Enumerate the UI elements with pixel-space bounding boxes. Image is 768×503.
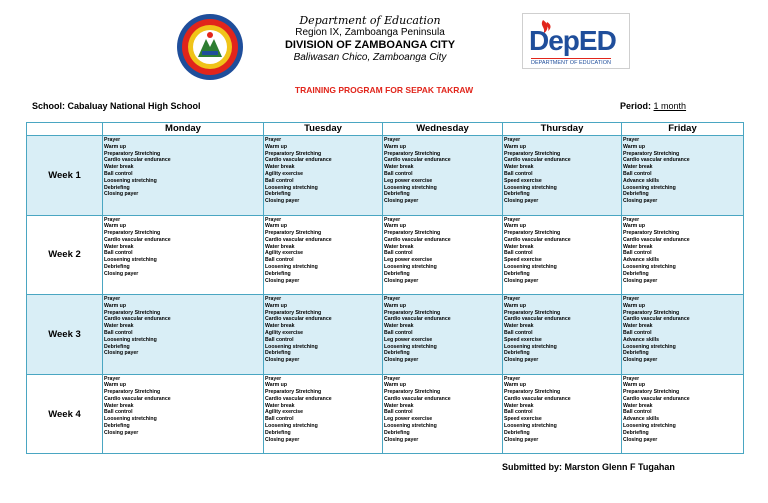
activity-item: Warm up: [104, 302, 126, 309]
activity-item: Debriefing: [384, 429, 410, 436]
activity-item: Closing payer: [104, 429, 139, 436]
activity-item: Prayer: [104, 375, 121, 382]
activity-item: Cardio vascular endurance: [623, 316, 690, 323]
activity-item: Preparatory Stretching: [384, 389, 441, 396]
activity-item: Cardio vascular endurance: [384, 236, 451, 243]
activity-item: Warm up: [504, 302, 526, 309]
activity-item: Speed exercise: [504, 177, 542, 184]
activity-item: Cardio vascular endurance: [384, 157, 451, 164]
activity-item: Water break: [104, 323, 134, 330]
activity-item: Prayer: [104, 296, 121, 302]
activity-cell: [383, 295, 503, 374]
activity-item: Closing payer: [504, 357, 539, 364]
activity-item: Ball control: [504, 250, 533, 257]
activity-item: Loosening stretching: [104, 416, 157, 423]
activity-item: Cardio vascular endurance: [104, 316, 171, 323]
week-label: Week 3: [27, 295, 103, 374]
activity-item: Prayer: [504, 137, 521, 143]
activity-item: Closing payer: [623, 357, 658, 364]
activity-item: Prayer: [504, 375, 521, 382]
activity-item: Advance skills: [623, 336, 660, 343]
activity-item: Water break: [104, 243, 134, 250]
table-row: [27, 375, 743, 455]
activity-item: Preparatory Stretching: [384, 309, 441, 316]
activity-cell: [622, 216, 743, 295]
activity-item: Preparatory Stretching: [384, 230, 441, 237]
activity-item: Debriefing: [504, 350, 530, 357]
activity-item: Closing payer: [504, 277, 539, 284]
activity-item: Speed exercise: [504, 416, 542, 423]
activity-item: Debriefing: [265, 350, 291, 357]
activity-item: Preparatory Stretching: [265, 150, 322, 157]
activity-item: Cardio vascular endurance: [384, 316, 451, 323]
activity-item: Loosening stretching: [504, 343, 557, 350]
activity-item: Debriefing: [623, 270, 649, 277]
activity-cell: [103, 375, 264, 455]
activity-item: Prayer: [104, 137, 121, 143]
activity-item: Leg power exercise: [384, 257, 433, 264]
activity-item: Prayer: [623, 375, 640, 382]
activity-item: Loosening stretching: [265, 343, 318, 350]
activity-item: Prayer: [504, 216, 521, 223]
activity-item: Closing payer: [384, 198, 419, 205]
activity-item: Loosening stretching: [104, 336, 157, 343]
activity-item: Debriefing: [623, 191, 649, 198]
day-header-thursday: Thursday: [503, 123, 622, 135]
activity-item: Loosening stretching: [384, 264, 437, 271]
region-name: Region IX, Zamboanga Peninsula: [295, 27, 445, 38]
activity-cell: [103, 136, 264, 215]
activity-item: Water break: [384, 164, 414, 171]
activity-item: Prayer: [265, 375, 282, 382]
activity-item: Water break: [384, 323, 414, 330]
activity-item: Preparatory Stretching: [504, 150, 561, 157]
activity-item: Loosening stretching: [623, 184, 676, 191]
activity-cell: [503, 375, 622, 455]
activity-item: Loosening stretching: [384, 423, 437, 430]
activity-item: Closing payer: [265, 436, 300, 443]
activity-item: Loosening stretching: [104, 177, 157, 184]
activity-item: Ball control: [104, 329, 133, 336]
activity-item: Agility exercise: [265, 170, 304, 177]
activity-item: Water break: [265, 402, 295, 409]
activity-item: Warm up: [384, 143, 406, 150]
deped-caption: DEPARTMENT OF EDUCATION: [531, 60, 611, 66]
activity-item: Preparatory Stretching: [504, 309, 561, 316]
activity-item: Preparatory Stretching: [623, 150, 680, 157]
activity-item: Water break: [384, 402, 414, 409]
activity-cell: [503, 295, 622, 374]
activity-item: Debriefing: [623, 350, 649, 357]
activity-cell: [503, 216, 622, 295]
activity-cell: [264, 295, 383, 374]
activity-item: Loosening stretching: [504, 423, 557, 430]
activity-item: Ball control: [265, 336, 294, 343]
activity-item: Preparatory Stretching: [104, 150, 161, 157]
activity-item: Loosening stretching: [623, 343, 676, 350]
activity-item: Agility exercise: [265, 329, 304, 336]
activity-item: Water break: [504, 323, 534, 330]
activity-item: Preparatory Stretching: [104, 389, 161, 396]
activity-item: Ball control: [623, 329, 652, 336]
activity-item: Preparatory Stretching: [504, 389, 561, 396]
activity-cell: [383, 375, 503, 455]
activity-item: Loosening stretching: [384, 184, 437, 191]
activity-item: Warm up: [384, 382, 406, 389]
activity-item: Ball control: [384, 409, 413, 416]
activity-item: Debriefing: [384, 270, 410, 277]
schedule-table: [26, 122, 744, 454]
period-label: Period:: [620, 101, 652, 111]
activity-item: Closing payer: [104, 191, 139, 198]
activity-cell: [264, 216, 383, 295]
activity-item: Water break: [623, 402, 653, 409]
activity-item: Debriefing: [384, 191, 410, 198]
activity-item: Cardio vascular endurance: [504, 236, 571, 243]
activity-item: Ball control: [623, 409, 652, 416]
activity-item: Closing payer: [384, 277, 419, 284]
activity-item: Closing payer: [265, 357, 300, 364]
activity-item: Preparatory Stretching: [384, 150, 441, 157]
activity-item: Closing payer: [104, 270, 139, 277]
activity-item: Speed exercise: [504, 336, 542, 343]
activity-item: Debriefing: [623, 429, 649, 436]
activity-item: Warm up: [504, 143, 526, 150]
activity-item: Ball control: [265, 416, 294, 423]
activity-item: Closing payer: [623, 436, 658, 443]
activity-item: Water break: [504, 402, 534, 409]
activity-item: Water break: [384, 243, 414, 250]
deped-seal-icon: [176, 13, 244, 81]
activity-item: Closing payer: [504, 198, 539, 205]
deped-logo: [522, 13, 630, 69]
activity-item: Water break: [265, 323, 295, 330]
activity-item: Warm up: [623, 302, 645, 309]
activity-item: Loosening stretching: [384, 343, 437, 350]
activity-item: Ball control: [504, 409, 533, 416]
activity-item: Cardio vascular endurance: [104, 157, 171, 164]
activity-item: Preparatory Stretching: [504, 230, 561, 237]
activity-item: Warm up: [504, 382, 526, 389]
day-header-tuesday: Tuesday: [264, 123, 383, 135]
period: [620, 101, 686, 111]
activity-item: Water break: [265, 243, 295, 250]
activity-item: Prayer: [265, 137, 282, 143]
activity-item: Ball control: [104, 170, 133, 177]
activity-item: Closing payer: [623, 198, 658, 205]
activity-item: Debriefing: [265, 191, 291, 198]
activity-item: Preparatory Stretching: [104, 309, 161, 316]
activity-item: Closing payer: [265, 277, 300, 284]
activity-cell: [383, 136, 503, 215]
activity-item: Warm up: [384, 223, 406, 230]
activity-item: Warm up: [265, 223, 287, 230]
activity-item: Speed exercise: [504, 257, 542, 264]
header-block: [250, 14, 490, 64]
activity-item: Cardio vascular endurance: [384, 395, 451, 402]
activity-item: Preparatory Stretching: [623, 230, 680, 237]
submitted-by: Submitted by: Marston Glenn F Tugahan: [502, 462, 675, 472]
activity-cell: [622, 136, 743, 215]
activity-item: Loosening stretching: [265, 264, 318, 271]
activity-item: Advance skills: [623, 177, 660, 184]
activity-cell: [103, 216, 264, 295]
activity-item: Cardio vascular endurance: [265, 157, 332, 164]
table-row: [27, 295, 743, 375]
activity-item: Prayer: [384, 375, 401, 382]
week-label: Week 2: [27, 216, 103, 295]
activity-item: Preparatory Stretching: [265, 389, 322, 396]
activity-item: Water break: [623, 323, 653, 330]
activity-item: Ball control: [104, 409, 133, 416]
activity-item: Leg power exercise: [384, 336, 433, 343]
activity-item: Ball control: [265, 177, 294, 184]
activity-item: Cardio vascular endurance: [104, 395, 171, 402]
activity-item: Cardio vascular endurance: [504, 157, 571, 164]
activity-item: Loosening stretching: [265, 423, 318, 430]
activity-item: Cardio vascular endurance: [265, 395, 332, 402]
activity-item: Closing payer: [265, 198, 300, 205]
activity-item: Loosening stretching: [104, 257, 157, 264]
activity-item: Warm up: [623, 223, 645, 230]
activity-item: Preparatory Stretching: [623, 389, 680, 396]
day-header-wednesday: Wednesday: [383, 123, 503, 135]
activity-cell: [622, 375, 743, 455]
activity-item: Closing payer: [623, 277, 658, 284]
activity-item: Debriefing: [104, 343, 130, 350]
activity-item: Water break: [104, 164, 134, 171]
activity-item: Prayer: [384, 137, 401, 143]
activity-item: Warm up: [104, 223, 126, 230]
activity-item: Cardio vascular endurance: [104, 236, 171, 243]
week-label: Week 1: [27, 136, 103, 215]
activity-item: Debriefing: [265, 429, 291, 436]
activity-item: Loosening stretching: [623, 423, 676, 430]
activity-cell: [103, 295, 264, 374]
activity-cell: [503, 136, 622, 215]
division-address: Baliwasan Chico, Zamboanga City: [293, 52, 447, 63]
activity-item: Preparatory Stretching: [104, 230, 161, 237]
activity-item: Debriefing: [504, 429, 530, 436]
activity-item: Water break: [265, 164, 295, 171]
activity-cell: [622, 295, 743, 374]
activity-item: Closing payer: [384, 357, 419, 364]
activity-item: Ball control: [623, 170, 652, 177]
day-header-friday: Friday: [668, 123, 697, 134]
activity-item: Debriefing: [104, 184, 130, 191]
activity-item: Warm up: [623, 143, 645, 150]
table-row: [27, 216, 743, 296]
activity-item: Cardio vascular endurance: [623, 395, 690, 402]
program-title: TRAINING PROGRAM FOR SEPAK TAKRAW: [294, 85, 474, 95]
activity-item: Debriefing: [104, 264, 130, 271]
activity-item: Prayer: [504, 296, 521, 302]
table-row: [27, 136, 743, 216]
activity-item: Water break: [504, 243, 534, 250]
day-header-monday: Monday: [103, 123, 264, 135]
activity-item: Warm up: [265, 143, 287, 150]
activity-cell: [264, 375, 383, 455]
activity-item: Prayer: [384, 296, 401, 302]
activity-item: Advance skills: [623, 416, 660, 423]
activity-item: Agility exercise: [265, 409, 304, 416]
activity-item: Loosening stretching: [623, 264, 676, 271]
activity-item: Ball control: [104, 250, 133, 257]
period-value: 1 month: [653, 101, 687, 111]
deped-wordmark: DepED: [529, 25, 616, 56]
activity-item: Debriefing: [504, 191, 530, 198]
activity-item: Closing payer: [504, 436, 539, 443]
week-label: Week 4: [27, 375, 103, 455]
activity-item: Warm up: [504, 223, 526, 230]
activity-item: Cardio vascular endurance: [504, 395, 571, 402]
activity-item: Prayer: [623, 296, 640, 302]
activity-item: Leg power exercise: [384, 416, 433, 423]
activity-item: Prayer: [265, 216, 282, 223]
division-name: DIVISION OF ZAMBOANGA CITY: [284, 39, 456, 51]
activity-cell: [383, 216, 503, 295]
activity-item: Ball control: [265, 257, 294, 264]
activity-item: Warm up: [104, 143, 126, 150]
activity-item: Water break: [104, 402, 134, 409]
activity-item: Water break: [504, 164, 534, 171]
school-name: School: Cabaluay National High School: [32, 101, 201, 111]
activity-item: Closing payer: [384, 436, 419, 443]
table-header-row: [27, 123, 743, 136]
activity-item: Ball control: [384, 170, 413, 177]
activity-item: Preparatory Stretching: [623, 309, 680, 316]
activity-item: Water break: [623, 164, 653, 171]
activity-item: Cardio vascular endurance: [623, 236, 690, 243]
activity-item: Ball control: [384, 329, 413, 336]
activity-item: Warm up: [265, 382, 287, 389]
activity-item: Prayer: [623, 216, 640, 223]
activity-item: Cardio vascular endurance: [504, 316, 571, 323]
department-name: Department of Education: [299, 14, 441, 27]
activity-item: Agility exercise: [265, 250, 304, 257]
activity-item: Warm up: [265, 302, 287, 309]
activity-item: Water break: [623, 243, 653, 250]
activity-item: Advance skills: [623, 257, 660, 264]
activity-item: Loosening stretching: [265, 184, 318, 191]
activity-item: Loosening stretching: [504, 264, 557, 271]
activity-item: Preparatory Stretching: [265, 309, 322, 316]
activity-item: Closing payer: [104, 350, 139, 357]
activity-item: Ball control: [623, 250, 652, 257]
activity-item: Cardio vascular endurance: [265, 316, 332, 323]
activity-item: Ball control: [384, 250, 413, 257]
activity-item: Prayer: [384, 216, 401, 223]
activity-item: Preparatory Stretching: [265, 230, 322, 237]
activity-item: Warm up: [623, 382, 645, 389]
activity-item: Warm up: [104, 382, 126, 389]
activity-item: Debriefing: [504, 270, 530, 277]
activity-item: Cardio vascular endurance: [265, 236, 332, 243]
activity-item: Prayer: [265, 296, 282, 302]
activity-item: Debriefing: [265, 270, 291, 277]
activity-item: Debriefing: [104, 423, 130, 430]
activity-item: Ball control: [504, 170, 533, 177]
activity-item: Warm up: [384, 302, 406, 309]
activity-item: Leg power exercise: [384, 177, 433, 184]
activity-item: Ball control: [504, 329, 533, 336]
activity-item: Cardio vascular endurance: [623, 157, 690, 164]
activity-item: Prayer: [104, 216, 121, 223]
activity-item: Prayer: [623, 137, 640, 143]
corner-cell: [27, 123, 103, 135]
activity-item: Loosening stretching: [504, 184, 557, 191]
activity-cell: [264, 136, 383, 215]
activity-item: Debriefing: [384, 350, 410, 357]
